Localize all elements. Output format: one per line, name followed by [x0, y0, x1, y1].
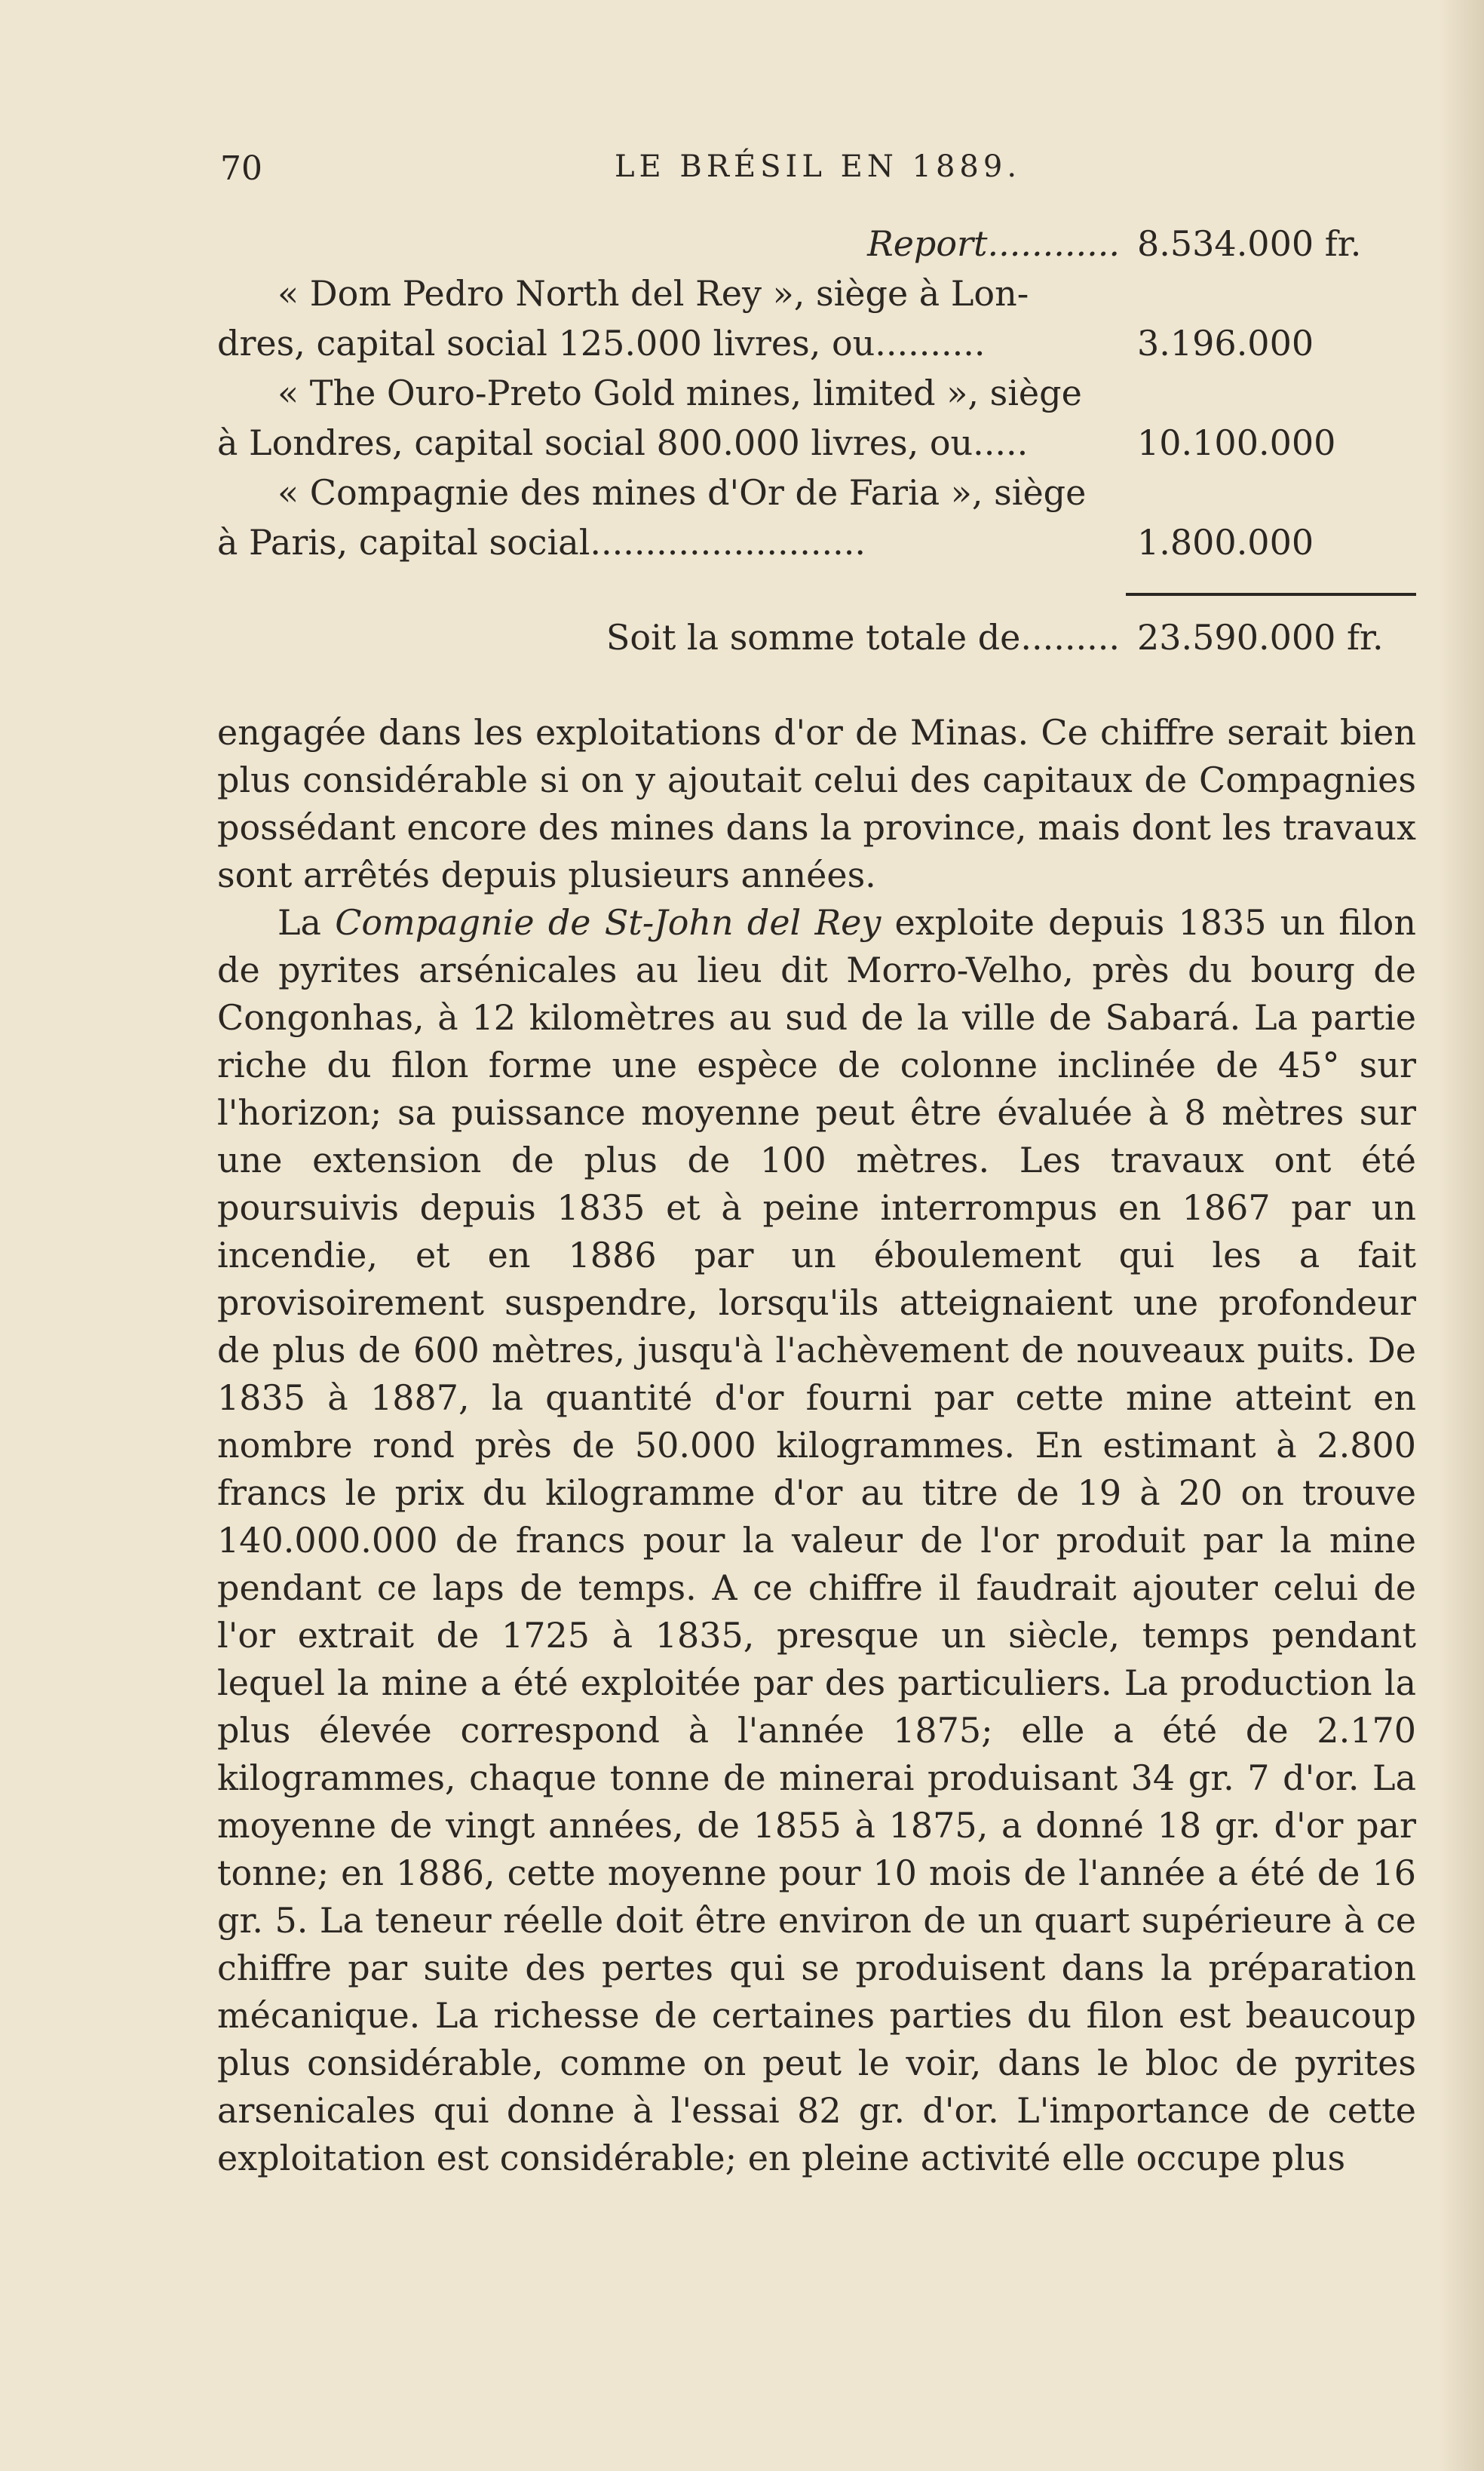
entry-description: « Compagnie des mines d'Or de Faria », siège	[277, 472, 1087, 513]
ledger-entry-line	[217, 468, 1416, 517]
ledger-entry-line	[217, 418, 1416, 468]
running-title: LE BRÉSIL EN 1889.	[614, 149, 1022, 184]
total-label: Soit la somme totale de.........	[606, 617, 1120, 658]
page-number: 70	[220, 149, 262, 188]
ledger-entry-line	[217, 318, 1416, 368]
entry-amount: 10.100.000	[1137, 422, 1336, 463]
ledger-entry-line	[217, 269, 1416, 318]
page-edge-shadow	[1439, 0, 1484, 2471]
ledger-total-row	[217, 612, 1416, 662]
ledger-entry-line	[217, 517, 1416, 567]
entry-description: à Londres, capital social 800.000 livres, ou.....	[217, 422, 1029, 463]
paragraph-rest: exploite depuis 1835 un filon de pyrites arsénicales au lieu dit Morro-Velho, près du bourg de Congonhas, à 12 kilomètres au sud de la ville de Sabará. La partie riche du filon forme une espèce de colonne inclinée de 45° sur l'horizon; sa puissance moyenne peut être évaluée à 8 mètres sur une extension de plus de 100 mètres. Les travaux ont été poursuivis depuis 1835 et à peine interrompus en 1867 par un incendie, et en 1886 par un éboulement qui les a fait provisoirement suspendre, lorsqu'ils atteignaient une profondeur de plus de 600 mètres, jusqu'à l'achèvement de nouveaux puits. De 1835 à 1887, la quantité d'or fourni par cette mine atteint en nombre rond près de 50.000 kilogrammes. En estimant à 2.800 francs le prix du kilogramme d'or au titre de 19 à 20 on trouve 140.000.000 de francs pour la valeur de l'or produit par la mine pendant ce laps de temps. A ce chiffre il faudrait ajouter celui de l'or extrait de 1725 à 1835, presque un siècle, temps pendant lequel la mine a été exploitée par des particuliers. La production la plus élevée correspond à l'année 1875; elle a été de 2.170 kilogrammes, chaque tonne de minerai produisant 34 gr. 7 d'or. La moyenne de vingt années, de 1855 à 1875, a donné 18 gr. d'or par tonne; en 1886, cette moyenne pour 10 mois de l'année a été de 16 gr. 5. La teneur réelle doit être environ de un quart supérieure à ce chiffre par suite des pertes qui se produisent dans la préparation mécanique. La richesse de certaines parties du filon est beaucoup plus considérable, comme on peut le voir, dans le bloc de pyrites arsenicales qui donne à l'essai 82 gr. d'or. L'importance de cette exploitation est considérable; en pleine activité elle occupe plus	[217, 902, 1416, 2178]
total-amount: 23.590.000 fr.	[1137, 617, 1384, 658]
report-amount: 8.534.000 fr.	[1137, 223, 1362, 264]
paragraph-start: La	[277, 902, 336, 943]
total-rule	[1126, 593, 1416, 596]
capital-ledger	[217, 219, 1416, 658]
report-label: Report............	[867, 223, 1120, 264]
ledger-entry-line	[217, 368, 1416, 418]
company-name: Compagnie de St-John del Rey	[335, 902, 882, 943]
page-header	[220, 149, 1415, 195]
paragraph	[217, 899, 1416, 2182]
paragraph: engagée dans les exploitations d'or de Minas. Ce chiffre serait bien plus considérable si on y ajoutait celui des capitaux de Compagnies possédant encore des mines dans la province, mais dont les travaux sont arrêtés depuis plusieurs années.	[217, 712, 1416, 895]
body-text	[217, 709, 1416, 2182]
entry-description: « Dom Pedro North del Rey », siège à Lon-	[277, 273, 1029, 314]
entry-description: dres, capital social 125.000 livres, ou..........	[217, 323, 986, 364]
entry-amount: 3.196.000	[1137, 323, 1314, 364]
entry-description: à Paris, capital social.........................	[217, 522, 866, 563]
ledger-report-row	[217, 219, 1416, 269]
entry-amount: 1.800.000	[1137, 522, 1314, 563]
entry-description: « The Ouro-Preto Gold mines, limited », siège	[277, 373, 1082, 413]
